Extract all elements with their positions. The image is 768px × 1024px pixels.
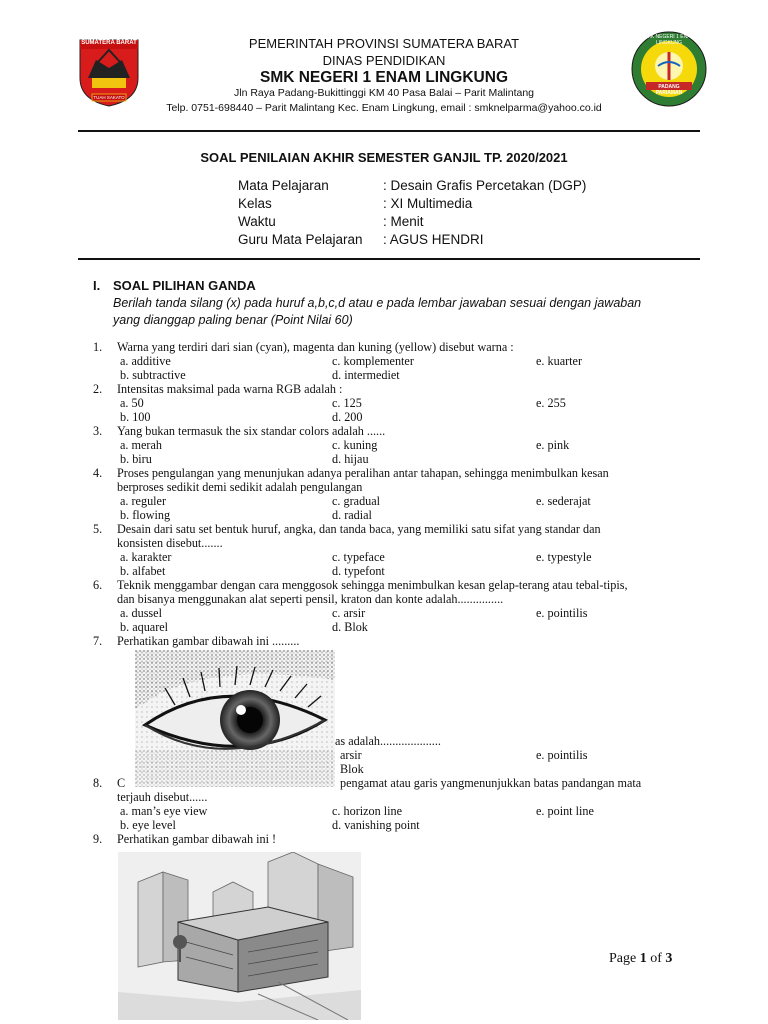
info-value: : Menit xyxy=(383,214,424,229)
question-text: Perhatikan gambar dibawah ini ......... xyxy=(117,634,300,648)
answer-option: d. Blok xyxy=(332,620,368,634)
header-line2: DINAS PENDIDIKAN xyxy=(322,53,446,68)
question-number: 6. xyxy=(93,578,103,592)
right-logo-ring: SMK NEGERI 1 ENAM LINGKUNG xyxy=(643,34,695,46)
answer-option: c. komplementer xyxy=(332,354,414,368)
answer-option: b. eye level xyxy=(120,818,176,832)
left-logo-text: SUMATERA BARAT xyxy=(81,40,137,46)
section-number: I. xyxy=(93,278,101,293)
answer-option: c. 125 xyxy=(332,396,362,410)
answer-option: e. pointilis xyxy=(536,748,588,762)
answer-option: e. 255 xyxy=(536,396,566,410)
question-number: 5. xyxy=(93,522,103,536)
question-text: C xyxy=(117,776,126,790)
page-indicator xyxy=(609,951,672,967)
question-number: 9. xyxy=(93,832,103,846)
answer-option: b. alfabet xyxy=(120,564,166,578)
eye-drawing-icon xyxy=(135,650,335,787)
eye-image xyxy=(135,650,335,787)
answer-option: arsir xyxy=(340,748,362,762)
answer-option: d. typefont xyxy=(332,564,385,578)
info-value: : Desain Grafis Percetakan (DGP) xyxy=(383,178,587,193)
question-text: Teknik menggambar dengan cara menggosok sehingga menimbulkan kesan gelap-terang atau tebal-tipis, xyxy=(117,578,628,592)
answer-option: e. point line xyxy=(536,804,594,818)
answer-option: c. kuning xyxy=(332,438,378,452)
section-title: SOAL PILIHAN GANDA xyxy=(113,278,256,293)
header-divider xyxy=(78,130,700,132)
question-text: as adalah.................... xyxy=(335,734,441,748)
question-text: terjauh disebut...... xyxy=(117,790,208,804)
answer-option: a. dussel xyxy=(120,606,162,620)
question-text: Warna yang terdiri dari sian (cyan), magenta dan kuning (yellow) disebut warna : xyxy=(117,340,514,354)
school-contact: Telp. 0751-698440 – Parit Malintang Kec. Enam Lingkung, email : smknelparma@yahoo.co.id xyxy=(166,102,602,114)
perspective-city-drawing-icon xyxy=(118,852,361,1020)
info-value: : XI Multimedia xyxy=(383,196,473,211)
answer-option: b. subtractive xyxy=(120,368,186,382)
school-address: Jln Raya Padang-Bukittinggi KM 40 Pasa Balai – Parit Malintang xyxy=(234,87,534,99)
answer-option: c. arsir xyxy=(332,606,366,620)
question-number: 4. xyxy=(93,466,103,480)
question-number: 7. xyxy=(93,634,103,648)
section-instruction-2: yang dianggap paling benar (Point Nilai 60) xyxy=(113,313,353,327)
left-logo-ribbon: TUAH SAKATO xyxy=(93,95,125,100)
answer-option: b. 100 xyxy=(120,410,151,424)
answer-option: e. kuarter xyxy=(536,354,583,368)
header-line1: PEMERINTAH PROVINSI SUMATERA BARAT xyxy=(248,36,520,51)
answer-option: a. reguler xyxy=(120,494,167,508)
answer-option: a. karakter xyxy=(120,550,172,564)
city-image xyxy=(118,852,361,1020)
question-text: Intensitas maksimal pada warna RGB adalah : xyxy=(117,382,343,396)
info-key: Guru Mata Pelajaran xyxy=(238,232,363,247)
right-logo-text: PADANG PARIAMAN xyxy=(655,84,683,96)
section-instruction-1: Berilah tanda silang (x) pada huruf a,b,c,d atau e pada lembar jawaban sesuai dengan jawaban xyxy=(113,296,642,310)
answer-option: a. merah xyxy=(120,438,162,452)
page-of: of xyxy=(646,951,666,966)
info-value: : AGUS HENDRI xyxy=(383,232,484,247)
answer-option: b. flowing xyxy=(120,508,171,522)
question-number: 8. xyxy=(93,776,103,790)
answer-option: Blok xyxy=(340,762,364,776)
answer-option: d. radial xyxy=(332,508,372,522)
answer-option: e. typestyle xyxy=(536,550,592,564)
answer-option: d. hijau xyxy=(332,452,369,466)
question-text: Perhatikan gambar dibawah ini ! xyxy=(117,832,277,846)
answer-option: a. man’s eye view xyxy=(120,804,208,818)
info-key: Waktu xyxy=(238,214,276,229)
answer-option: a. 50 xyxy=(120,396,144,410)
question-text: Proses pengulangan yang menunjukan adanya peralihan antar tahapan, sehingga menimbulkan kesan xyxy=(117,466,609,480)
question-text: konsisten disebut....... xyxy=(117,536,223,550)
question-text: pengamat atau garis yangmenunjukkan batas pandangan mata xyxy=(340,776,642,790)
answer-option: d. intermediet xyxy=(332,368,400,382)
answer-option: c. horizon line xyxy=(332,804,403,818)
question-text: berproses sedikit demi sedikit adalah pengulangan xyxy=(117,480,363,494)
info-divider xyxy=(78,258,700,260)
question-number: 1. xyxy=(93,340,103,354)
exam-title: SOAL PENILAIAN AKHIR SEMESTER GANJIL TP. 2020/2021 xyxy=(200,150,568,165)
answer-option: b. aquarel xyxy=(120,620,169,634)
answer-option: b. biru xyxy=(120,452,152,466)
question-text: Yang bukan termasuk the six standar colors adalah ...... xyxy=(117,424,386,438)
info-key: Kelas xyxy=(238,196,272,211)
answer-option: a. additive xyxy=(120,354,171,368)
answer-option: d. 200 xyxy=(332,410,363,424)
question-text: dan bisanya menggunakan alat seperti pensil, kraton dan konte adalah............... xyxy=(117,592,504,606)
answer-option: e. sederajat xyxy=(536,494,591,508)
answer-option: e. pink xyxy=(536,438,570,452)
question-text: Desain dari satu set bentuk huruf, angka, dan tanda baca, yang memiliki satu sifat yang standar dan xyxy=(117,522,601,536)
page-prefix: Page xyxy=(609,951,640,966)
question-number: 2. xyxy=(93,382,103,396)
answer-option: e. pointilis xyxy=(536,606,588,620)
answer-option: c. typeface xyxy=(332,550,385,564)
page-number: 1 xyxy=(639,951,647,966)
info-key: Mata Pelajaran xyxy=(238,178,329,193)
school-name: SMK NEGERI 1 ENAM LINGKUNG xyxy=(259,69,508,86)
answer-option: c. gradual xyxy=(332,494,381,508)
page-total: 3 xyxy=(665,951,673,966)
answer-option: d. vanishing point xyxy=(332,818,420,832)
question-number: 3. xyxy=(93,424,103,438)
